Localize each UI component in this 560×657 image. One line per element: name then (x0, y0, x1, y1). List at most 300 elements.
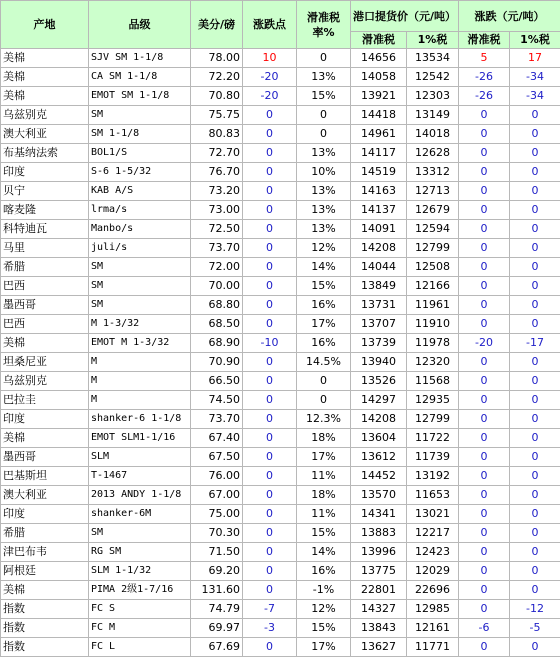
rate-cell: 13% (297, 182, 351, 201)
rate-cell: 11% (297, 505, 351, 524)
table-row (1, 201, 560, 220)
price-cell: 68.90 (191, 334, 243, 353)
table-row (1, 524, 560, 543)
rate-cell: 10% (297, 163, 351, 182)
change-cell: 0 (243, 296, 297, 315)
origin-cell: 指数 (1, 619, 89, 638)
sliding-tax-change-cell: 0 (459, 429, 510, 448)
origin-cell: 印度 (1, 163, 89, 182)
origin-cell: 印度 (1, 505, 89, 524)
sliding-tax-change-cell: 0 (459, 638, 510, 657)
sliding-tax-price-cell: 14418 (351, 106, 407, 125)
price-cell: 72.00 (191, 258, 243, 277)
grade-cell: EMOT M 1-3/32 (89, 334, 191, 353)
rate-cell: 0 (297, 391, 351, 410)
origin-cell: 指数 (1, 638, 89, 657)
table-row (1, 391, 560, 410)
sliding-tax-change-cell: 0 (459, 581, 510, 600)
sliding-tax-price-cell: 13526 (351, 372, 407, 391)
header-price: 美分/磅 (191, 1, 243, 49)
sliding-tax-change-cell: 5 (459, 49, 510, 68)
sliding-tax-change-cell: 0 (459, 296, 510, 315)
one-pct-tax-price-cell: 12542 (407, 68, 459, 87)
price-cell: 74.79 (191, 600, 243, 619)
sliding-tax-change-cell: 0 (459, 524, 510, 543)
one-pct-tax-price-cell: 12029 (407, 562, 459, 581)
origin-cell: 美棉 (1, 581, 89, 600)
sliding-tax-price-cell: 14961 (351, 125, 407, 144)
origin-cell: 喀麦隆 (1, 201, 89, 220)
sliding-tax-price-cell: 13940 (351, 353, 407, 372)
grade-cell: M 1-3/32 (89, 315, 191, 334)
price-cell: 76.00 (191, 467, 243, 486)
sliding-tax-change-cell: 0 (459, 182, 510, 201)
origin-cell: 澳大利亚 (1, 125, 89, 144)
rate-cell: 17% (297, 448, 351, 467)
price-cell: 72.50 (191, 220, 243, 239)
origin-cell: 科特迪瓦 (1, 220, 89, 239)
change-cell: 0 (243, 239, 297, 258)
one-pct-tax-price-cell: 13021 (407, 505, 459, 524)
change-cell: 0 (243, 372, 297, 391)
origin-cell: 阿根廷 (1, 562, 89, 581)
price-cell: 73.70 (191, 410, 243, 429)
one-pct-tax-price-cell: 11739 (407, 448, 459, 467)
rate-cell: 0 (297, 49, 351, 68)
one-pct-tax-price-cell: 11568 (407, 372, 459, 391)
table-row (1, 163, 560, 182)
grade-cell: M (89, 391, 191, 410)
origin-cell: 乌兹别克 (1, 372, 89, 391)
rate-cell: 13% (297, 144, 351, 163)
origin-cell: 美棉 (1, 49, 89, 68)
origin-cell: 布基纳法索 (1, 144, 89, 163)
one-pct-tax-change-cell: 0 (510, 182, 560, 201)
sliding-tax-change-cell: 0 (459, 410, 510, 429)
price-cell: 72.20 (191, 68, 243, 87)
change-cell: 0 (243, 220, 297, 239)
grade-cell: SLM (89, 448, 191, 467)
one-pct-tax-change-cell: 0 (510, 467, 560, 486)
change-cell: -10 (243, 334, 297, 353)
price-cell: 75.75 (191, 106, 243, 125)
table-row (1, 581, 560, 600)
change-cell: 0 (243, 467, 297, 486)
sliding-tax-price-cell: 13731 (351, 296, 407, 315)
sliding-tax-price-cell: 13570 (351, 486, 407, 505)
grade-cell: S-6 1-5/32 (89, 163, 191, 182)
sliding-tax-change-cell: 0 (459, 220, 510, 239)
change-cell: 0 (243, 410, 297, 429)
table-row (1, 543, 560, 562)
change-cell: 0 (243, 505, 297, 524)
sliding-tax-price-cell: 13996 (351, 543, 407, 562)
grade-cell: SLM 1-1/32 (89, 562, 191, 581)
table-row (1, 144, 560, 163)
table-row (1, 600, 560, 619)
grade-cell: shanker-6M (89, 505, 191, 524)
change-cell: 0 (243, 258, 297, 277)
table-row (1, 638, 560, 657)
grade-cell: juli/s (89, 239, 191, 258)
one-pct-tax-price-cell: 11653 (407, 486, 459, 505)
change-cell: 0 (243, 562, 297, 581)
one-pct-tax-change-cell: -12 (510, 600, 560, 619)
rate-cell: 12% (297, 239, 351, 258)
change-cell: 0 (243, 315, 297, 334)
grade-cell: FC M (89, 619, 191, 638)
sliding-tax-price-cell: 13843 (351, 619, 407, 638)
one-pct-tax-change-cell: 0 (510, 220, 560, 239)
origin-cell: 贝宁 (1, 182, 89, 201)
price-cell: 75.00 (191, 505, 243, 524)
sliding-tax-change-cell: -26 (459, 68, 510, 87)
sliding-tax-price-cell: 13849 (351, 277, 407, 296)
grade-cell: Manbo/s (89, 220, 191, 239)
change-cell: 0 (243, 125, 297, 144)
grade-cell: PIMA 2级1-7/16 (89, 581, 191, 600)
one-pct-tax-price-cell: 12594 (407, 220, 459, 239)
rate-cell: 12% (297, 600, 351, 619)
rate-cell: -1% (297, 581, 351, 600)
rate-cell: 16% (297, 562, 351, 581)
origin-cell: 美棉 (1, 429, 89, 448)
one-pct-tax-change-cell: 0 (510, 144, 560, 163)
price-cell: 74.50 (191, 391, 243, 410)
origin-cell: 指数 (1, 600, 89, 619)
sliding-tax-change-cell: 0 (459, 372, 510, 391)
grade-cell: CA SM 1-1/8 (89, 68, 191, 87)
one-pct-tax-price-cell: 13192 (407, 467, 459, 486)
sliding-tax-price-cell: 13739 (351, 334, 407, 353)
sliding-tax-change-cell: 0 (459, 448, 510, 467)
origin-cell: 乌兹别克 (1, 106, 89, 125)
origin-cell: 美棉 (1, 334, 89, 353)
one-pct-tax-change-cell: 0 (510, 505, 560, 524)
sliding-tax-change-cell: 0 (459, 505, 510, 524)
header-grade: 品级 (89, 1, 191, 49)
sliding-tax-change-cell: -26 (459, 87, 510, 106)
sliding-tax-price-cell: 14208 (351, 239, 407, 258)
sliding-tax-price-cell: 13612 (351, 448, 407, 467)
one-pct-tax-price-cell: 12508 (407, 258, 459, 277)
sliding-tax-price-cell: 14452 (351, 467, 407, 486)
rate-cell: 15% (297, 87, 351, 106)
one-pct-tax-change-cell: 0 (510, 638, 560, 657)
table-row (1, 372, 560, 391)
one-pct-tax-change-cell: 0 (510, 315, 560, 334)
origin-cell: 澳大利亚 (1, 486, 89, 505)
grade-cell: EMOT SM 1-1/8 (89, 87, 191, 106)
one-pct-tax-price-cell: 12628 (407, 144, 459, 163)
table-row (1, 258, 560, 277)
sliding-tax-price-cell: 14117 (351, 144, 407, 163)
origin-cell: 美棉 (1, 87, 89, 106)
origin-cell: 巴西 (1, 277, 89, 296)
one-pct-tax-change-cell: 0 (510, 524, 560, 543)
grade-cell: M (89, 353, 191, 372)
origin-cell: 墨西哥 (1, 448, 89, 467)
sliding-tax-change-cell: 0 (459, 486, 510, 505)
sliding-tax-price-cell: 13707 (351, 315, 407, 334)
change-cell: 0 (243, 277, 297, 296)
table-body (1, 49, 560, 657)
change-cell: -3 (243, 619, 297, 638)
one-pct-tax-change-cell: 0 (510, 543, 560, 562)
price-cell: 76.70 (191, 163, 243, 182)
change-cell: -20 (243, 68, 297, 87)
table-row (1, 220, 560, 239)
sliding-tax-change-cell: 0 (459, 163, 510, 182)
change-cell: 0 (243, 144, 297, 163)
one-pct-tax-change-cell: -34 (510, 68, 560, 87)
change-cell: 0 (243, 106, 297, 125)
rate-cell: 15% (297, 619, 351, 638)
one-pct-tax-price-cell: 12799 (407, 239, 459, 258)
table-row (1, 467, 560, 486)
rate-cell: 14% (297, 543, 351, 562)
one-pct-tax-change-cell: 0 (510, 391, 560, 410)
grade-cell: SM (89, 277, 191, 296)
one-pct-tax-change-cell: 0 (510, 448, 560, 467)
header-rate: 滑准税率% (297, 1, 351, 49)
one-pct-tax-change-cell: 0 (510, 239, 560, 258)
price-cell: 78.00 (191, 49, 243, 68)
table-row (1, 68, 560, 87)
table-row (1, 125, 560, 144)
one-pct-tax-change-cell: -5 (510, 619, 560, 638)
table-row (1, 106, 560, 125)
sliding-tax-price-cell: 14058 (351, 68, 407, 87)
one-pct-tax-price-cell: 12985 (407, 600, 459, 619)
table-row (1, 619, 560, 638)
grade-cell: T-1467 (89, 467, 191, 486)
table-row (1, 87, 560, 106)
grade-cell: shanker-6 1-1/8 (89, 410, 191, 429)
one-pct-tax-price-cell: 13149 (407, 106, 459, 125)
sliding-tax-change-cell: -20 (459, 334, 510, 353)
change-cell: -20 (243, 87, 297, 106)
sliding-tax-change-cell: 0 (459, 467, 510, 486)
change-cell: 0 (243, 524, 297, 543)
sliding-tax-price-cell: 22801 (351, 581, 407, 600)
price-cell: 131.60 (191, 581, 243, 600)
one-pct-tax-price-cell: 12713 (407, 182, 459, 201)
grade-cell: SM (89, 258, 191, 277)
sliding-tax-change-cell: -6 (459, 619, 510, 638)
header-change-sliding-tax: 滑准税 (459, 32, 510, 49)
rate-cell: 0 (297, 372, 351, 391)
price-cell: 71.50 (191, 543, 243, 562)
price-cell: 73.70 (191, 239, 243, 258)
grade-cell: EMOT SLM1-1/16 (89, 429, 191, 448)
change-cell: 0 (243, 581, 297, 600)
one-pct-tax-change-cell: 0 (510, 258, 560, 277)
one-pct-tax-price-cell: 11910 (407, 315, 459, 334)
price-cell: 73.00 (191, 201, 243, 220)
grade-cell: SJV SM 1-1/8 (89, 49, 191, 68)
sliding-tax-price-cell: 14519 (351, 163, 407, 182)
change-cell: 0 (243, 638, 297, 657)
grade-cell: FC L (89, 638, 191, 657)
rate-cell: 17% (297, 315, 351, 334)
price-cell: 67.69 (191, 638, 243, 657)
table-row (1, 239, 560, 258)
rate-cell: 14% (297, 258, 351, 277)
header-change-one-pct-tax: 1%税 (510, 32, 560, 49)
one-pct-tax-price-cell: 12303 (407, 87, 459, 106)
one-pct-tax-change-cell: 0 (510, 106, 560, 125)
change-cell: 0 (243, 429, 297, 448)
origin-cell: 津巴布韦 (1, 543, 89, 562)
rate-cell: 13% (297, 220, 351, 239)
sliding-tax-price-cell: 14137 (351, 201, 407, 220)
table-row (1, 334, 560, 353)
table-row (1, 562, 560, 581)
rate-cell: 11% (297, 467, 351, 486)
table-row (1, 410, 560, 429)
header-port-price: 港口提货价（元/吨） (351, 1, 459, 32)
header-price-one-pct-tax: 1%税 (407, 32, 459, 49)
one-pct-tax-change-cell: 0 (510, 410, 560, 429)
change-cell: 10 (243, 49, 297, 68)
change-cell: 0 (243, 448, 297, 467)
rate-cell: 12.3% (297, 410, 351, 429)
table-row (1, 182, 560, 201)
origin-cell: 印度 (1, 410, 89, 429)
change-cell: 0 (243, 391, 297, 410)
sliding-tax-price-cell: 14208 (351, 410, 407, 429)
table-row (1, 486, 560, 505)
one-pct-tax-price-cell: 11771 (407, 638, 459, 657)
price-cell: 67.50 (191, 448, 243, 467)
price-cell: 72.70 (191, 144, 243, 163)
sliding-tax-change-cell: 0 (459, 239, 510, 258)
table-row (1, 296, 560, 315)
sliding-tax-change-cell: 0 (459, 144, 510, 163)
rate-cell: 18% (297, 486, 351, 505)
header-price-sliding-tax: 滑准税 (351, 32, 407, 49)
change-cell: 0 (243, 163, 297, 182)
price-cell: 73.20 (191, 182, 243, 201)
origin-cell: 巴基斯坦 (1, 467, 89, 486)
change-cell: 0 (243, 201, 297, 220)
grade-cell: SM (89, 296, 191, 315)
sliding-tax-change-cell: 0 (459, 543, 510, 562)
grade-cell: SM 1-1/8 (89, 125, 191, 144)
one-pct-tax-price-cell: 12679 (407, 201, 459, 220)
rate-cell: 13% (297, 201, 351, 220)
sliding-tax-change-cell: 0 (459, 315, 510, 334)
price-cell: 68.50 (191, 315, 243, 334)
grade-cell: 2013 ANDY 1-1/8 (89, 486, 191, 505)
header-change: 涨跌点 (243, 1, 297, 49)
one-pct-tax-price-cell: 12217 (407, 524, 459, 543)
sliding-tax-change-cell: 0 (459, 353, 510, 372)
sliding-tax-price-cell: 14163 (351, 182, 407, 201)
sliding-tax-change-cell: 0 (459, 391, 510, 410)
one-pct-tax-price-cell: 11961 (407, 296, 459, 315)
origin-cell: 希腊 (1, 524, 89, 543)
sliding-tax-price-cell: 13775 (351, 562, 407, 581)
sliding-tax-price-cell: 14297 (351, 391, 407, 410)
price-cell: 68.80 (191, 296, 243, 315)
one-pct-tax-change-cell: 0 (510, 429, 560, 448)
one-pct-tax-change-cell: 0 (510, 372, 560, 391)
price-cell: 67.00 (191, 486, 243, 505)
sliding-tax-change-cell: 0 (459, 125, 510, 144)
grade-cell: RG SM (89, 543, 191, 562)
grade-cell: SM (89, 524, 191, 543)
grade-cell: KAB A/S (89, 182, 191, 201)
sliding-tax-price-cell: 14656 (351, 49, 407, 68)
rate-cell: 14.5% (297, 353, 351, 372)
origin-cell: 巴西 (1, 315, 89, 334)
one-pct-tax-change-cell: -17 (510, 334, 560, 353)
price-cell: 69.20 (191, 562, 243, 581)
change-cell: -7 (243, 600, 297, 619)
one-pct-tax-price-cell: 12161 (407, 619, 459, 638)
sliding-tax-price-cell: 13627 (351, 638, 407, 657)
table-row (1, 277, 560, 296)
price-cell: 70.90 (191, 353, 243, 372)
table-row (1, 505, 560, 524)
one-pct-tax-price-cell: 22696 (407, 581, 459, 600)
header-origin: 产地 (1, 1, 89, 49)
sliding-tax-price-cell: 14327 (351, 600, 407, 619)
one-pct-tax-price-cell: 12799 (407, 410, 459, 429)
one-pct-tax-change-cell: 0 (510, 486, 560, 505)
sliding-tax-change-cell: 0 (459, 277, 510, 296)
sliding-tax-change-cell: 0 (459, 201, 510, 220)
price-cell: 69.97 (191, 619, 243, 638)
one-pct-tax-price-cell: 12423 (407, 543, 459, 562)
sliding-tax-price-cell: 14044 (351, 258, 407, 277)
change-cell: 0 (243, 543, 297, 562)
rate-cell: 15% (297, 277, 351, 296)
table-row (1, 448, 560, 467)
one-pct-tax-change-cell: 0 (510, 562, 560, 581)
grade-cell: SM (89, 106, 191, 125)
sliding-tax-change-cell: 0 (459, 562, 510, 581)
one-pct-tax-price-cell: 13534 (407, 49, 459, 68)
rate-cell: 16% (297, 296, 351, 315)
sliding-tax-change-cell: 0 (459, 600, 510, 619)
origin-cell: 马里 (1, 239, 89, 258)
sliding-tax-price-cell: 13604 (351, 429, 407, 448)
rate-cell: 0 (297, 106, 351, 125)
change-cell: 0 (243, 486, 297, 505)
grade-cell: M (89, 372, 191, 391)
sliding-tax-price-cell: 13921 (351, 87, 407, 106)
one-pct-tax-price-cell: 12320 (407, 353, 459, 372)
rate-cell: 13% (297, 68, 351, 87)
one-pct-tax-price-cell: 14018 (407, 125, 459, 144)
price-cell: 67.40 (191, 429, 243, 448)
one-pct-tax-price-cell: 11978 (407, 334, 459, 353)
one-pct-tax-change-cell: 0 (510, 353, 560, 372)
one-pct-tax-price-cell: 11722 (407, 429, 459, 448)
one-pct-tax-change-cell: 0 (510, 125, 560, 144)
rate-cell: 15% (297, 524, 351, 543)
one-pct-tax-change-cell: 0 (510, 277, 560, 296)
price-cell: 70.00 (191, 277, 243, 296)
rate-cell: 18% (297, 429, 351, 448)
origin-cell: 墨西哥 (1, 296, 89, 315)
table-row (1, 315, 560, 334)
grade-cell: BOL1/S (89, 144, 191, 163)
one-pct-tax-change-cell: 0 (510, 296, 560, 315)
